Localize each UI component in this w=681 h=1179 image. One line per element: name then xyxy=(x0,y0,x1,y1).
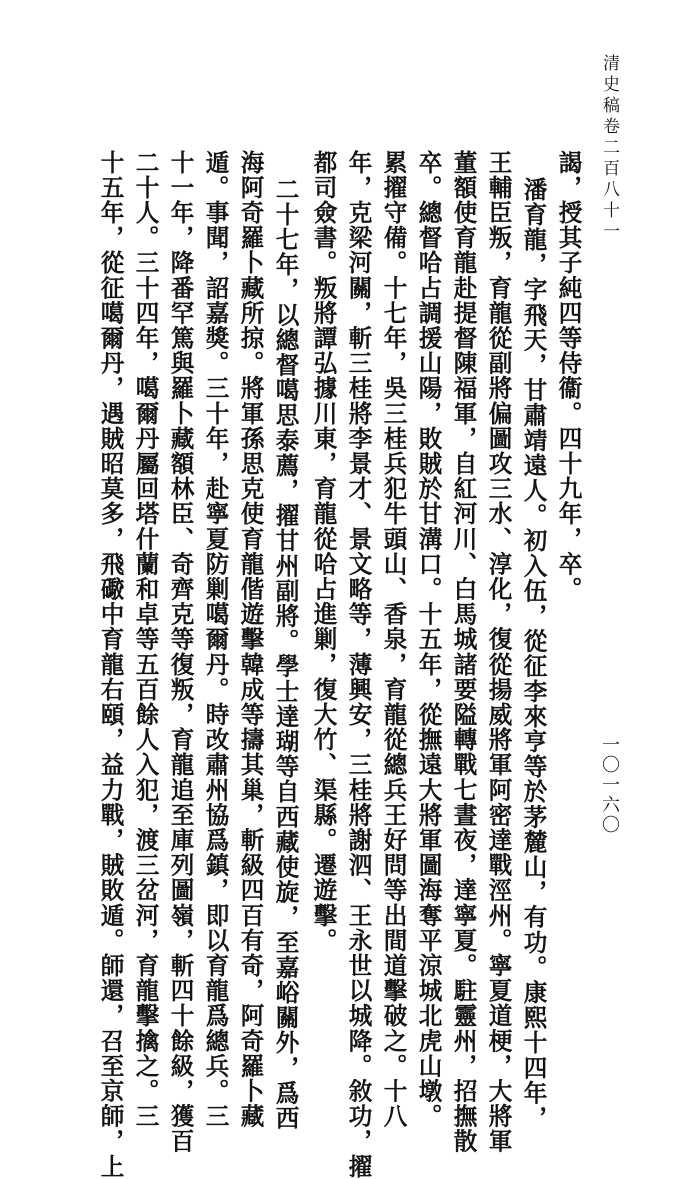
text-line-14: 十五年，從征噶爾丹，遇賊昭莫多，飛礮中育龍右頤，益力戰，賊敗遁。師還，召至京師，上 xyxy=(96,150,125,1179)
text-line-11: 遁。事聞，詔嘉獎。三十年，赴寧夏防剿噶爾丹。時改肅州協爲鎮，即以育龍爲總兵。三 xyxy=(201,150,230,1129)
text-line-10: 海阿奇羅卜藏所掠。將軍孫思克使育龍偕遊擊韓成等擣其巢，斬級四百有奇，阿奇羅卜藏 xyxy=(236,150,265,1129)
text-line-9: 二十七年，以總督噶思泰薦，擢甘州副將。學士達瑚等自西藏使旋，至嘉峪關外，爲西 xyxy=(271,177,300,1131)
text-line-7: 年，克梁河關，斬三桂將李景才、景文略等，薄興安，三桂將謝泗、王永世以城降。敘功，擢 xyxy=(344,150,373,1179)
page-number: 一〇一六〇 xyxy=(599,735,620,835)
text-line-13: 二十人。三十四年，噶爾丹屬回塔什蘭和卓等五百餘人入犯，渡三岔河，育龍擊擒之。三 xyxy=(131,150,160,1129)
text-line-1: 謁，授其子純四等侍衞。四十九年，卒。 xyxy=(554,150,583,602)
text-line-8: 都司僉書。叛將譚弘據川東，育龍從哈占進剿，復大竹、渠縣。遷遊擊。 xyxy=(309,150,338,954)
text-line-6: 累擢守備。十七年，吳三桂兵犯牛頭山、香泉，育龍從總兵王好問等出間道擊破之。十八 xyxy=(379,150,408,1129)
running-title: 清史稿卷二百八十一 xyxy=(599,54,619,243)
text-line-3: 王輔臣叛，育龍從副將偏圖攻三水、淳化，復從揚威將軍阿密達戰涇州。寧夏道梗，大將軍 xyxy=(484,150,513,1154)
text-line-5: 卒。總督哈占調援山陽，敗賊於甘溝口。十五年，從撫遠大將軍圖海奪平涼城北虎山墩。 xyxy=(414,150,443,1129)
text-line-12: 十一年，降番罕篤與羅卜藏額林臣、奇齊克等復叛，育龍追至庫列圖嶺，斬四十餘級，獲百 xyxy=(166,150,195,1154)
text-line-2: 潘育龍，字飛天，甘肅靖遠人。初入伍，從征李來亨等於茅麓山，有功。康熙十四年， xyxy=(519,177,548,1131)
text-line-4: 董額使育龍赴提督陳福軍，自紅河川、白馬城諸要隘轉戰七晝夜，達寧夏。駐靈州，招撫散 xyxy=(449,150,478,1154)
